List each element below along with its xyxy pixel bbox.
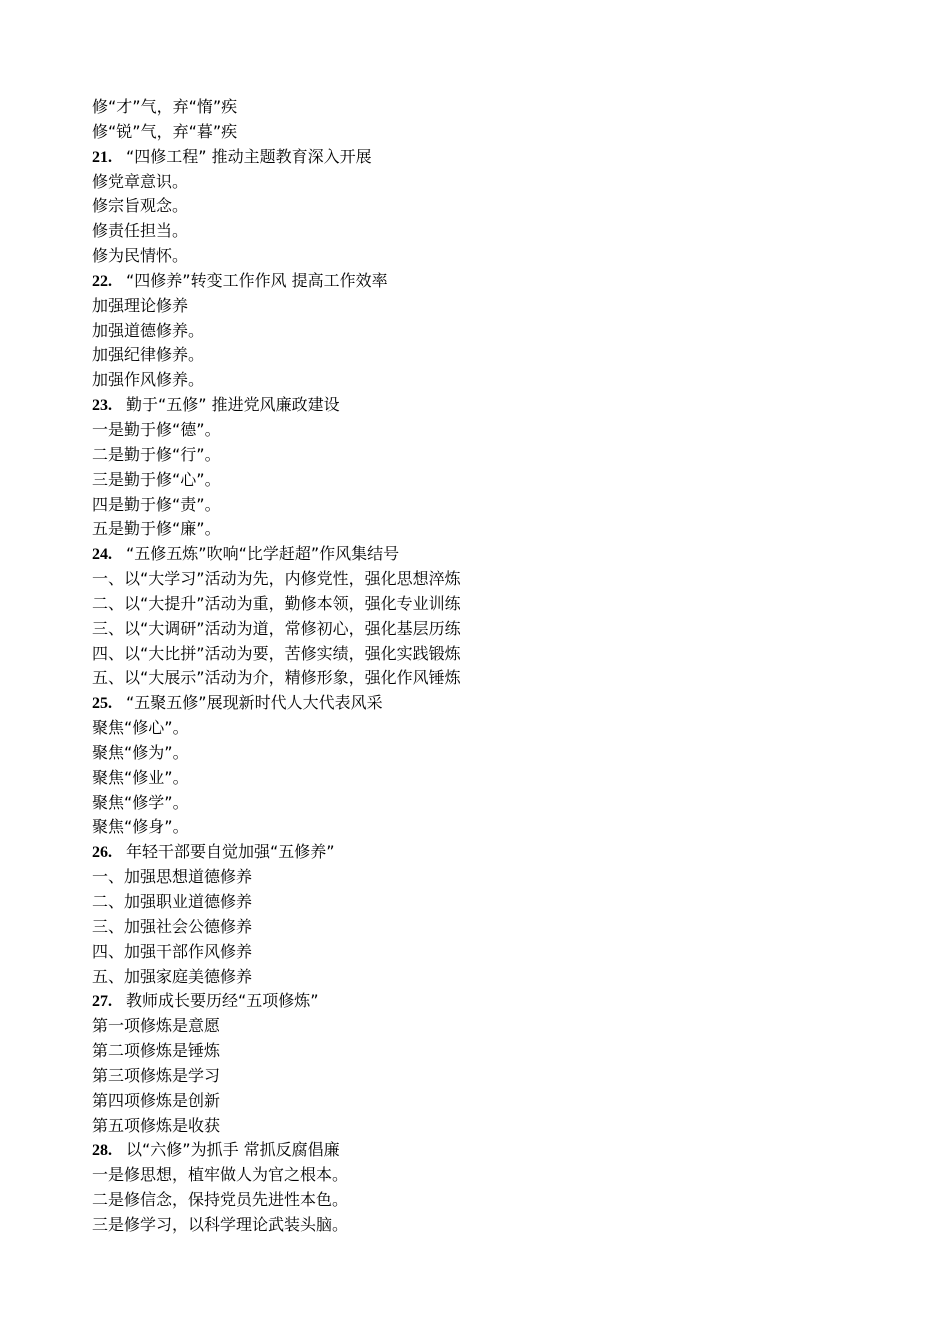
list-item: 二、加强职业道德修养 [92, 892, 253, 911]
list-item: 加强作风修养。 [92, 370, 205, 390]
list-item: 一是勤于修“德”。 [92, 419, 221, 439]
section-heading [92, 691, 892, 716]
list-item: 二、以“大提升”活动为重，勤修本领，强化专业训练 [92, 593, 461, 613]
list-item: 第一项修炼是意愿 [92, 1016, 221, 1036]
list-item: 二是勤于修“行”。 [92, 444, 221, 464]
list-item: 三、以“大调研”活动为道，常修初心，强化基层历练 [92, 618, 461, 638]
section-heading [92, 269, 892, 294]
list-item: 第五项修炼是收获 [92, 1115, 221, 1135]
document-page [92, 95, 892, 1238]
section-title: “五修五炼”吹响“比学赶超”作风集结号 [126, 544, 400, 564]
list-item: 五、加强家庭美德修养 [92, 966, 253, 986]
list-item: 三、加强社会公德修养 [92, 916, 253, 936]
section-number: 24. [92, 546, 112, 564]
section-heading [92, 989, 892, 1014]
list-item: 四、以“大比拼”活动为要，苦修实绩，强化实践锻炼 [92, 643, 461, 663]
section-title: 教师成长要历经“五项修炼” [126, 991, 319, 1011]
list-item: 聚焦“修业”。 [92, 767, 189, 787]
list-item: 修党章意识。 [92, 171, 189, 191]
section-title: “四修养”转变工作作风 提高工作效率 [126, 270, 388, 290]
section-number: 23. [92, 397, 112, 415]
list-item: 修“锐”气，弃“暮”疾 [92, 121, 238, 141]
list-item: 修宗旨观念。 [92, 196, 189, 216]
section-title: “五聚五修”展现新时代人大代表风采 [126, 693, 383, 713]
section-number: 21. [92, 148, 112, 166]
section-title: 年轻干部要自觉加强“五修养” [126, 842, 335, 862]
list-item: 三是勤于修“心”。 [92, 469, 221, 489]
list-item: 聚焦“修身”。 [92, 817, 189, 837]
list-item: 加强道德修养。 [92, 320, 205, 340]
list-item: 聚焦“修心”。 [92, 718, 189, 738]
section-heading [92, 393, 892, 418]
list-item: 四、加强干部作风修养 [92, 941, 253, 961]
section-title: 以“六修”为抓手 常抓反腐倡廉 [126, 1140, 340, 1160]
list-item: 修责任担当。 [92, 221, 189, 241]
section-heading [92, 145, 892, 170]
list-item: 四是勤于修“责”。 [92, 494, 221, 514]
list-item: 一是修思想，植牢做人为官之根本。 [92, 1165, 349, 1185]
list-item: 第二项修炼是锤炼 [92, 1041, 221, 1061]
list-item: 聚焦“修学”。 [92, 792, 189, 812]
section-number: 26. [92, 844, 112, 862]
section-number: 27. [92, 993, 112, 1011]
section-heading [92, 1138, 892, 1163]
document-body [92, 95, 892, 1238]
section-title: 勤于“五修” 推进党风廉政建设 [126, 395, 340, 415]
section-number: 25. [92, 695, 112, 713]
list-item: 聚焦“修为”。 [92, 742, 189, 762]
list-item: 五、以“大展示”活动为介，精修形象，强化作风锤炼 [92, 668, 461, 688]
list-item: 第三项修炼是学习 [92, 1065, 221, 1085]
list-item: 加强理论修养 [92, 295, 189, 315]
section-heading [92, 542, 892, 567]
list-item: 二是修信念，保持党员先进性本色。 [92, 1190, 349, 1210]
section-title: “四修工程” 推动主题教育深入开展 [126, 146, 372, 166]
list-item: 修为民情怀。 [92, 246, 189, 266]
list-item: 加强纪律修养。 [92, 345, 205, 365]
section-number: 28. [92, 1142, 112, 1160]
section-heading [92, 840, 892, 865]
list-item: 第四项修炼是创新 [92, 1090, 221, 1110]
list-item: 五是勤于修“廉”。 [92, 519, 221, 539]
list-item: 三是修学习，以科学理论武装头脑。 [92, 1214, 349, 1234]
list-item: 一、以“大学习”活动为先，内修党性，强化思想淬炼 [92, 569, 461, 589]
section-number: 22. [92, 272, 112, 290]
list-item: 一、加强思想道德修养 [92, 867, 253, 887]
list-item: 修“才”气，弃“惰”疾 [92, 97, 238, 116]
